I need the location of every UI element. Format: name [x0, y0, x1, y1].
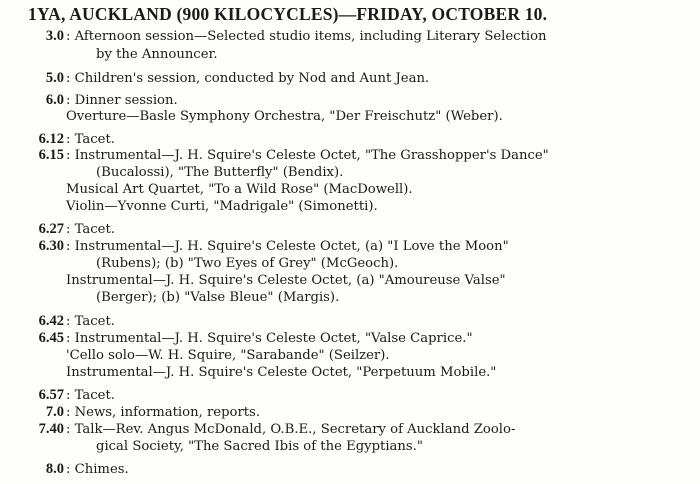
schedule-time: 6.27	[38, 221, 64, 237]
schedule-time: 5.0	[45, 70, 64, 86]
schedule-text: Violin—Yvonne Curti, "Madrigale" (Simonetti).	[66, 199, 378, 214]
schedule-time: 8.0	[45, 461, 64, 477]
schedule-text: gical Society, "The Sacred Ibis of the Egyptians."	[96, 439, 423, 454]
schedule-time: 3.0	[45, 28, 64, 44]
schedule-text: : Chimes.	[66, 462, 129, 477]
schedule-text: : Afternoon session—Selected studio items, including Literary Selection	[66, 29, 547, 44]
schedule-time: 6.30	[38, 238, 64, 254]
schedule-time: 6.12	[38, 131, 64, 147]
schedule-text: : Tacet.	[66, 314, 115, 329]
schedule-time: 6.45	[38, 330, 64, 346]
schedule-text: (Berger); (b) "Valse Bleue" (Margis).	[96, 290, 340, 305]
schedule-text: (Rubens); (b) "Two Eyes of Grey" (McGeoch).	[96, 256, 399, 271]
schedule-text: : News, information, reports.	[66, 405, 261, 420]
schedule-text: Overture—Basle Symphony Orchestra, "Der Freischutz" (Weber).	[66, 109, 503, 124]
schedule-text: : Instrumental—J. H. Squire's Celeste Octet, "The Grasshopper's Dance"	[66, 148, 549, 163]
schedule-time: 6.15	[38, 147, 64, 163]
schedule-text: : Tacet.	[66, 222, 115, 237]
schedule-text: : Talk—Rev. Angus McDonald, O.B.E., Secretary of Auckland Zoolo-	[66, 422, 516, 437]
schedule-time: 6.42	[38, 313, 64, 329]
schedule-text: by the Announcer.	[96, 47, 218, 62]
schedule-text: Musical Art Quartet, "To a Wild Rose" (MacDowell).	[66, 182, 413, 197]
schedule-text: : Tacet.	[66, 388, 115, 403]
schedule-time: 6.57	[38, 387, 64, 403]
schedule-text: Instrumental—J. H. Squire's Celeste Octet, (a) "Amoureuse Valse"	[66, 273, 506, 288]
schedule-time: 7.40	[38, 421, 64, 437]
schedule-text: 'Cello solo—W. H. Squire, "Sarabande" (Seilzer).	[66, 348, 390, 363]
schedule-text: : Instrumental—J. H. Squire's Celeste Octet, "Valse Caprice."	[66, 331, 473, 346]
schedule-text: (Bucalossi), "The Butterfly" (Bendix).	[96, 165, 344, 180]
schedule-text: : Tacet.	[66, 132, 115, 147]
schedule-time: 6.0	[45, 92, 64, 108]
schedule-text: : Dinner session.	[66, 93, 178, 108]
schedule-text: : Instrumental—J. H. Squire's Celeste Octet, (a) "I Love the Moon"	[66, 239, 509, 254]
schedule-text: : Children's session, conducted by Nod and Aunt Jean.	[66, 71, 430, 86]
page-title: 1YA, AUCKLAND (900 KILOCYCLES)—FRIDAY, OCTOBER 10.	[28, 4, 548, 24]
schedule-text: Instrumental—J. H. Squire's Celeste Octet, "Perpetuum Mobile."	[66, 365, 497, 380]
schedule-time: 7.0	[45, 404, 64, 420]
